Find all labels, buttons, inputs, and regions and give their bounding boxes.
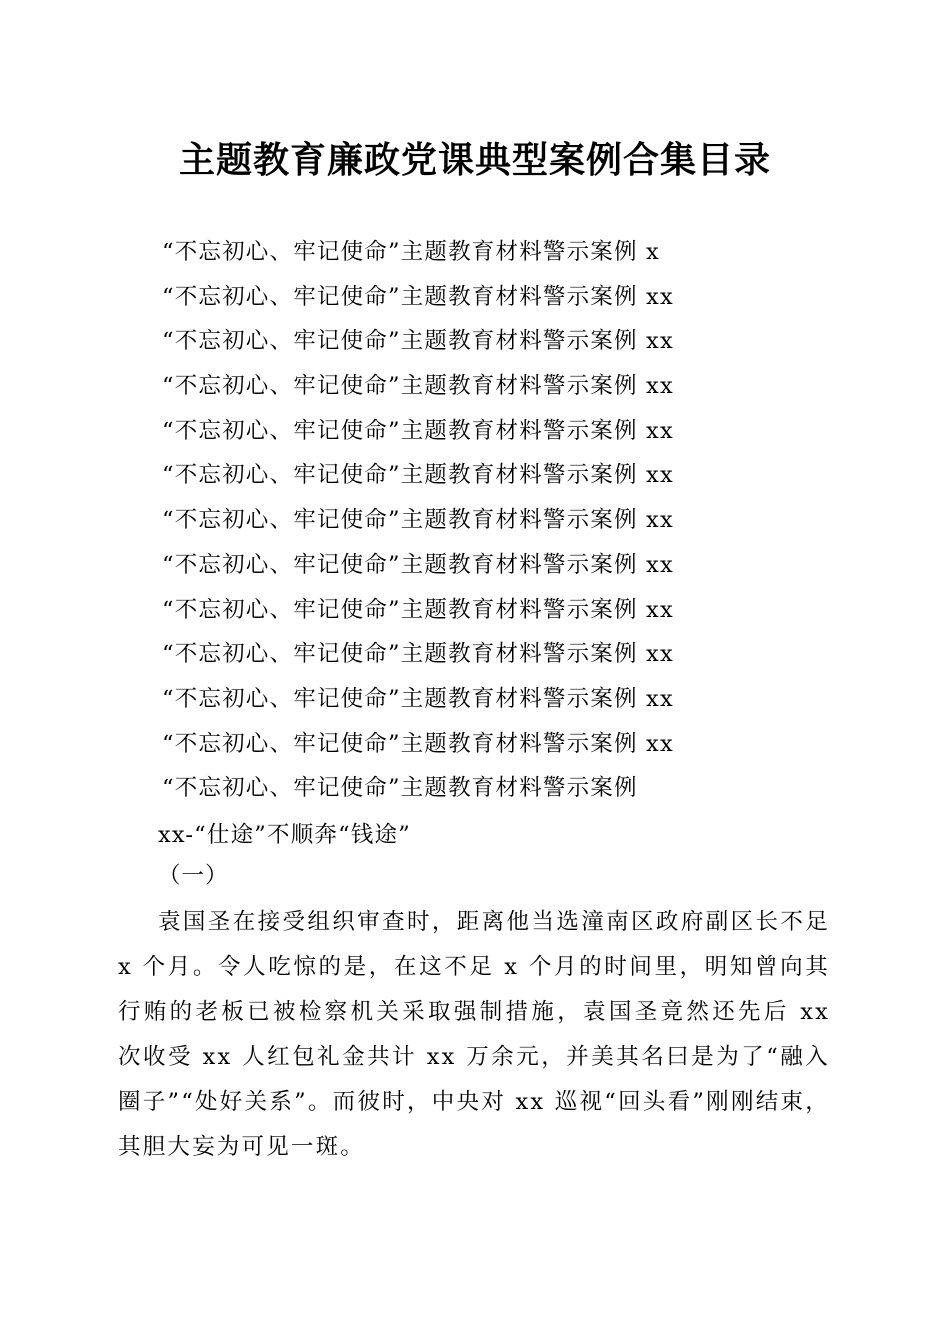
table-of-contents [162,230,862,811]
toc-item-continuation: xx-“仕途”不顺奔“钱途” [158,822,411,848]
toc-item: “不忘初心、牢记使命”主题教育材料警示案例 x [162,239,660,265]
toc-item: “不忘初心、牢记使命”主题教育材料警示案例 xx [162,685,674,712]
body-paragraph: 袁国圣在接受组织审查时，距离他当选潼南区政府副区长不足 x 个月。令人吃惊的是，在这不足 x 个月的时间里，明知曾向其行贿的老板已被检察机关采取强制措施，袁国圣竟然还先后 xx 次收受 xx 人红包礼金共计 xx 万余元，并美其名曰是为了“融入圈子”“处好关系”。而彼时，中央对 xx 巡视“回头看”刚刚结束，其胆大妄为可见一斑。 [118,909,830,1160]
toc-item: “不忘初心、牢记使命”主题教育材料警示案例 xx [162,551,674,578]
toc-item: “不忘初心、牢记使命”主题教育材料警示案例 [162,775,638,802]
toc-item: “不忘初心、牢记使命”主题教育材料警示案例 xx [162,328,674,355]
toc-item: “不忘初心、牢记使命”主题教育材料警示案例 xx [162,641,674,668]
document-title: 主题教育廉政党课典型案例合集目录 [178,139,771,181]
toc-item: “不忘初心、牢记使命”主题教育材料警示案例 xx [162,417,674,444]
toc-item: “不忘初心、牢记使命”主题教育材料警示案例 xx [162,507,674,534]
toc-item: “不忘初心、牢记使命”主题教育材料警示案例 xx [162,373,674,400]
toc-item: “不忘初心、牢记使命”主题教育材料警示案例 xx [162,462,674,489]
toc-item: “不忘初心、牢记使命”主题教育材料警示案例 xx [162,283,674,310]
toc-item: “不忘初心、牢记使命”主题教育材料警示案例 xx [162,730,674,757]
section-heading: （一） [158,863,229,889]
toc-item: “不忘初心、牢记使命”主题教育材料警示案例 xx [162,596,674,623]
